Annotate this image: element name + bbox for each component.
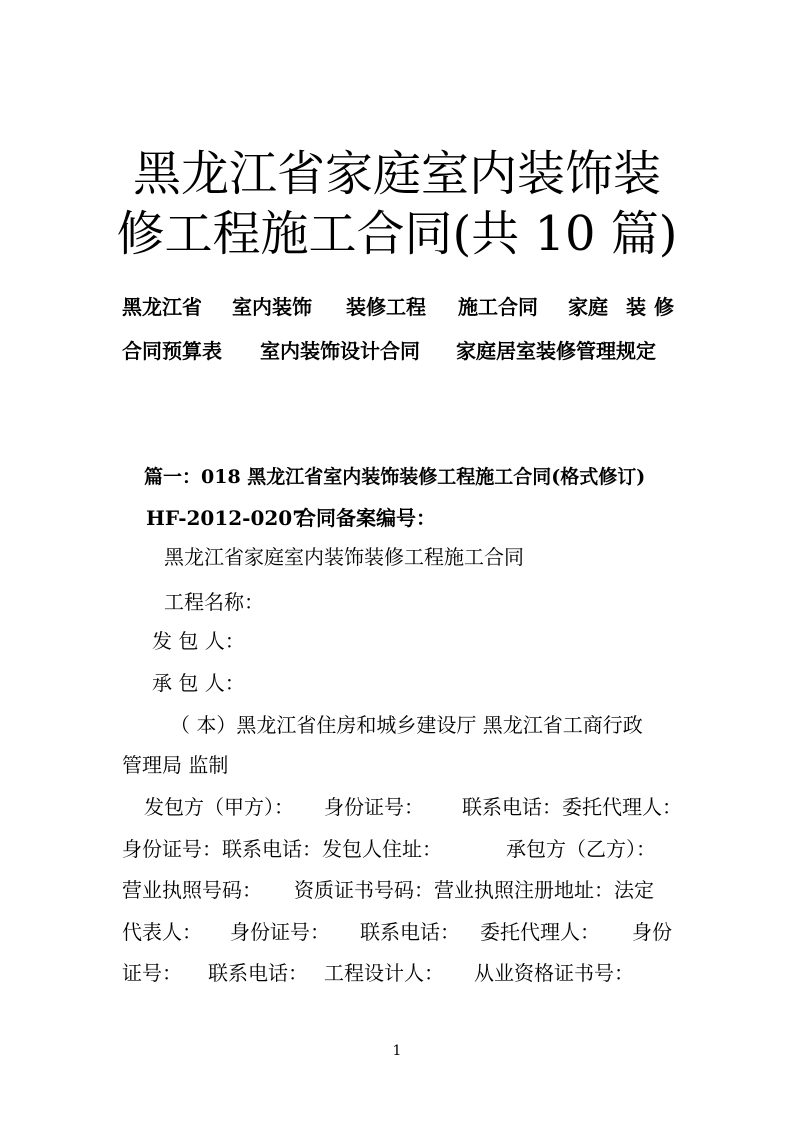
keyword: 家庭 [568,295,608,319]
body-line-4 [122,917,682,947]
contract-code: HF-2012-0207 [146,506,307,530]
field-label: 发包方（甲方）： [144,795,294,819]
body-line-3 [122,875,682,905]
page-number: 1 [392,1043,402,1059]
keywords-line-2 [122,336,682,366]
field-label: 代表人： [122,920,202,944]
field-label: 工程设计人： [324,961,444,985]
field-label: 身份证号： [324,795,424,819]
field-label: 联系电话：委托代理人： [462,795,682,819]
field-label: 从业资格证书号： [474,961,634,985]
section-heading: 篇一：018 黑龙江省室内装饰装修工程施工合同(格式修订) [144,466,646,488]
document-title-line-2: 修工程施工合同(共 10 篇) [116,206,678,262]
keyword: 装 [626,295,646,319]
keyword: 黑龙江省 [122,295,202,319]
keyword: 施工合同 [458,295,538,319]
body-line-2 [122,834,682,864]
field-label: 身份证号：联系电话：发包人住址： [122,837,442,861]
keyword: 修 [654,295,674,319]
field-label: 委托代理人： [480,920,600,944]
keyword: 装修工程 [346,295,426,319]
field-label: 营业执照号码： [122,878,262,902]
field-label: 联系电话： [208,961,308,985]
contract-name: 黑龙江省家庭室内装饰装修工程施工合同 [164,545,524,569]
body-line-1 [122,792,682,822]
document-title-line-1: 黑龙江省家庭室内装饰装 [132,146,661,202]
keyword: 室内装饰设计合同 [260,339,420,363]
supervision-line-1: （ 本）黑龙江省住房和城乡建设厅 黑龙江省工商行政 [170,713,643,737]
field-label: 身份证号： [230,920,330,944]
body-line-5 [122,958,682,988]
contract-code-line [146,503,546,533]
project-name-label: 工程名称： [164,590,264,614]
employer-label: 发 包 人： [152,629,245,653]
field-label: 资质证书号码：营业执照注册地址：法定 [294,878,654,902]
keyword: 家庭居室装修管理规定 [456,339,656,363]
keywords-line-1 [122,292,682,322]
supervision-line-2: 管理局 监制 [122,753,229,777]
keyword: 合同预算表 [122,339,222,363]
keyword: 室内装饰 [232,295,312,319]
filing-number-label: 合同备案编号： [296,506,436,530]
field-label: 身份 [632,920,672,944]
contractor-label: 承 包 人： [152,671,245,695]
field-label: 承包方（乙方）： [506,837,656,861]
field-label: 联系电话： [360,920,460,944]
field-label: 证号： [122,961,182,985]
